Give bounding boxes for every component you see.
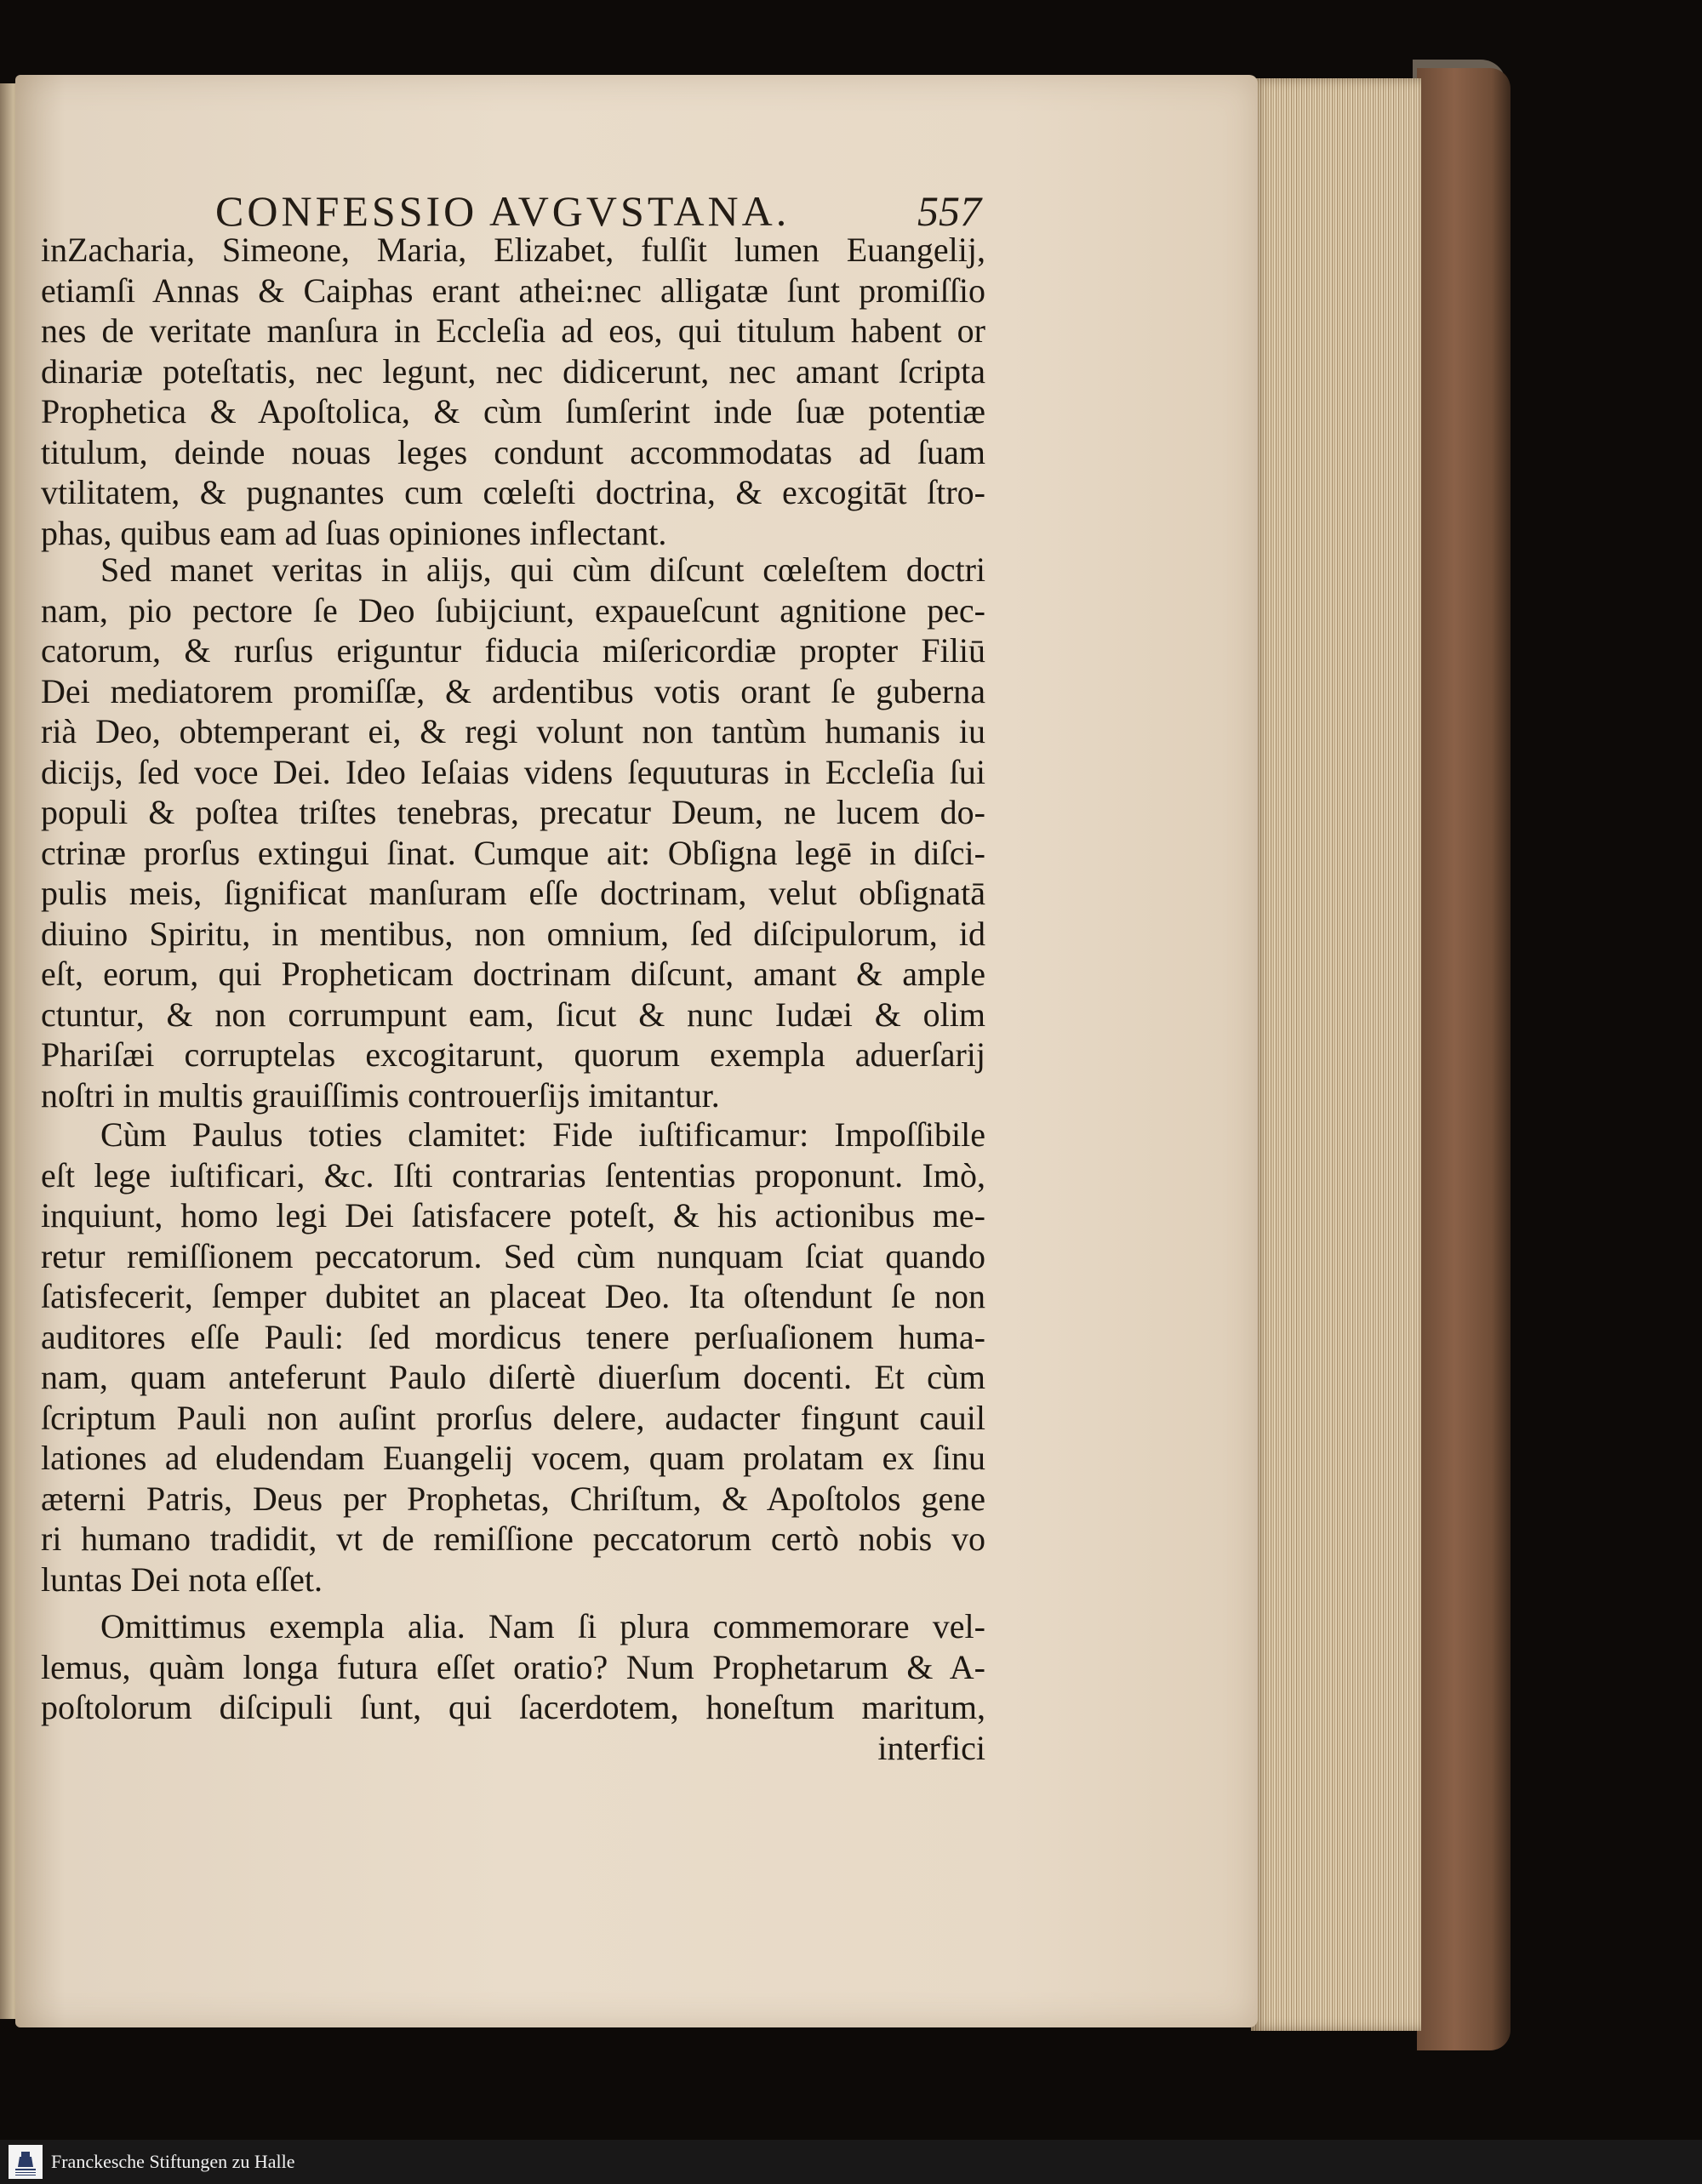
- text-line: vtilitatem, & pugnantes cum cœleſti doctrina, & excogitāt ſtro-: [41, 473, 985, 511]
- text-line: dinariæ poteſtatis, nec legunt, nec didicerunt, nec amant ſcripta: [41, 351, 985, 391]
- footer-credit-text: Franckesche Stiftungen zu Halle: [51, 2151, 295, 2172]
- text-line: populi & poſtea triſtes tenebras, precatur Deum, ne lucem do-: [41, 793, 985, 831]
- page-number: 557: [917, 187, 981, 235]
- text-line: catorum, & rurſus eriguntur fiducia miſericordiæ propter Filiū: [41, 631, 985, 670]
- paragraph: [41, 230, 985, 553]
- text-line: titulum, deinde nouas leges condunt accommodatas ad ſuam: [41, 432, 985, 471]
- text-line: auditores eſſe Pauli: ſed mordicus tenere perſuaſionem huma-: [41, 1317, 985, 1356]
- text-line: inZacharia, Simeone, Maria, Elizabet, fulſit lumen Euangelij,: [41, 231, 985, 269]
- text-line: lationes ad eludendam Euangelij vocem, quam prolatam ex ſinu: [41, 1439, 985, 1477]
- text-line: rià Deo, obtemperant ei, & regi volunt non tantùm humanis iu: [41, 712, 985, 750]
- text-line: nam, pio pectore ſe Deo ſubijciunt, expaueſcunt agnitione pec-: [41, 590, 985, 630]
- running-title: CONFESSIO AVGVSTANA.: [215, 187, 791, 235]
- book-binding: [1417, 68, 1511, 2050]
- text-line: diuino Spiritu, in mentibus, non omnium, ſed diſcipulorum, id: [41, 914, 985, 953]
- text-line: pulis meis, ſignificat manſuram eſſe doctrinam, velut obſignatā: [41, 874, 985, 912]
- text-line: ſatisfecerit, ſemper dubitet an placeat Deo. Ita oſtendunt ſe non: [41, 1277, 985, 1315]
- text-line: dicijs, ſed voce Dei. Ideo Ieſaias videns ſequuturas in Eccleſia ſui: [41, 752, 985, 791]
- text-line: inquiunt, homo legi Dei ſatisfacere poteſt, & his actionibus me-: [41, 1196, 985, 1235]
- paragraph: [41, 550, 985, 1115]
- text-line: ri humano tradidit, vt de remiſſione peccatorum certò nobis vo: [41, 1520, 985, 1558]
- text-line: Dei mediatorem promiſſæ, & ardentibus votis orant ſe guberna: [41, 671, 985, 710]
- text-line: Phariſæi corruptelas excogitarunt, quorum exempla aduerſarij: [41, 1035, 985, 1074]
- text-line: eſt, eorum, qui Propheticam doctrinam diſcunt, amant & ample: [41, 955, 985, 993]
- text-line: luntas Dei nota eſſet.: [41, 1560, 323, 1599]
- text-line: poſtolorum diſcipuli ſunt, qui ſacerdotem, honeſtum maritum,: [41, 1688, 985, 1726]
- text-line: noſtri in multis grauiſſimis controuerſijs imitantur.: [41, 1075, 720, 1115]
- text-line: nam, quam anteferunt Paulo diſertè diuerſum docenti. Et cùm: [41, 1358, 985, 1396]
- catchword: interfici: [877, 1728, 985, 1767]
- page-block-edges: [1251, 78, 1421, 2031]
- text-line: phas, quibus eam ad ſuas opiniones inflectant.: [41, 513, 667, 552]
- text-line: lemus, quàm longa futura eſſet oratio? Num Prophetarum & A-: [41, 1647, 985, 1686]
- text-line: eſt lege iuſtificari, &c. Iſti contrarias ſententias proponunt. Imò,: [41, 1155, 985, 1195]
- text-line: ſcriptum Pauli non auſint prorſus delere, audacter fingunt cauil: [41, 1398, 985, 1437]
- franckesche-stiftungen-logo-icon: [9, 2145, 43, 2179]
- text-line: ctuntur, & non corrumpunt eam, ſicut & nunc Iudæi & olim: [41, 995, 985, 1034]
- footer-credit-bar: [0, 2140, 1702, 2184]
- text-line: ctrinæ prorſus extingui ſinat. Cumque ait: Obſigna legē in diſci-: [41, 833, 985, 872]
- text-line: etiamſi Annas & Caiphas erant athei:nec alligatæ ſunt promiſſio: [41, 271, 985, 310]
- text-line: Cùm Paulus toties clamitet: Fide iuſtificamur: Impoſſibile: [100, 1115, 985, 1154]
- text-line: Prophetica & Apoſtolica, & cùm ſumſerint inde ſuæ potentiæ: [41, 392, 985, 431]
- text-line: æterni Patris, Deus per Prophetas, Chriſtum, & Apoſtolos gene: [41, 1479, 985, 1518]
- text-line: retur remiſſionem peccatorum. Sed cùm nunquam ſciat quando: [41, 1236, 985, 1275]
- paragraph: [41, 1115, 985, 1600]
- text-line: nes de veritate manſura in Eccleſia ad eos, qui titulum habent or: [41, 311, 985, 350]
- book-page: [15, 75, 1258, 2027]
- text-line: Omittimus exempla alia. Nam ſi plura commemorare vel-: [100, 1607, 985, 1645]
- text-line: Sed manet veritas in alijs, qui cùm diſcunt cœleſtem doctri: [100, 550, 985, 589]
- paragraph: [41, 1606, 985, 1768]
